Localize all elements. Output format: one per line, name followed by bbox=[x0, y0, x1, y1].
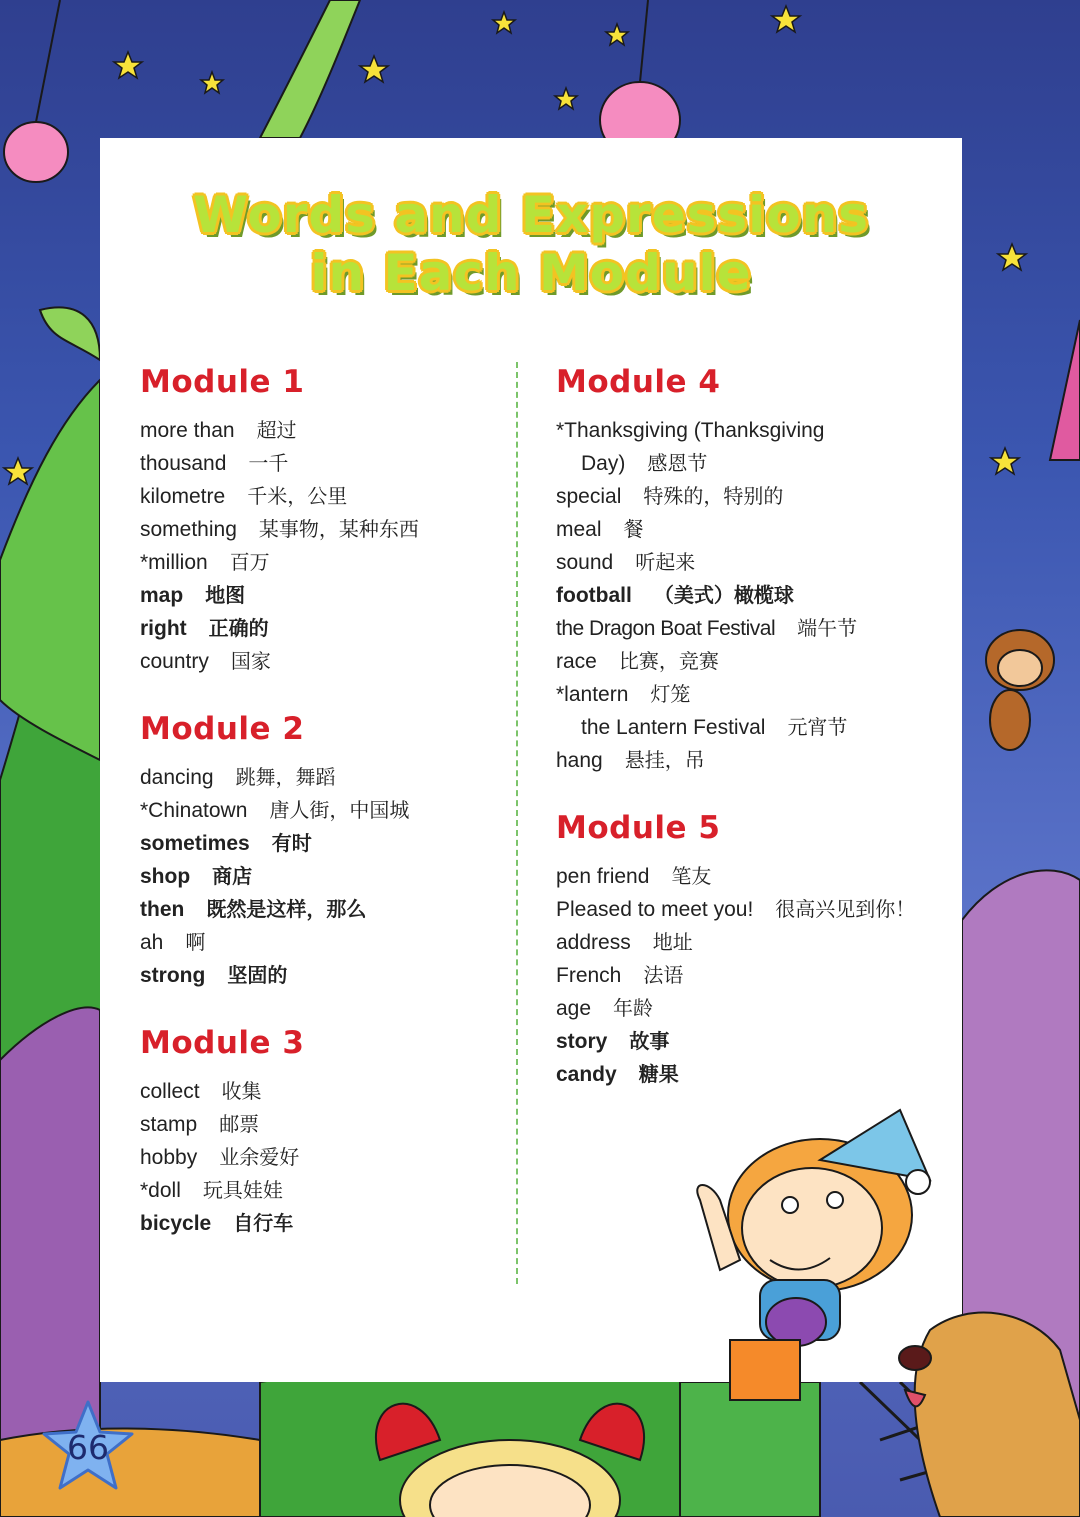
title-line-1: Words and Expressions bbox=[192, 186, 869, 244]
entry-meaning: 法语 bbox=[643, 963, 684, 987]
vocab-entry bbox=[556, 1058, 956, 1091]
vocab-entry bbox=[140, 761, 510, 794]
entry-meaning: 玩具娃娃 bbox=[202, 1178, 283, 1202]
vocab-entry bbox=[556, 1025, 956, 1058]
module-block bbox=[140, 1023, 510, 1240]
entry-word: race bbox=[556, 650, 597, 673]
vocab-entry bbox=[140, 513, 510, 546]
vocab-entry bbox=[140, 827, 510, 860]
entry-word: *Chinatown bbox=[140, 799, 248, 822]
module-block bbox=[140, 709, 510, 992]
column-divider bbox=[516, 362, 518, 1284]
entry-meaning: 啊 bbox=[185, 930, 206, 954]
entry-word: football bbox=[556, 584, 632, 607]
entry-word: shop bbox=[140, 865, 191, 888]
vocab-entry bbox=[556, 480, 956, 513]
entry-word: dancing bbox=[140, 766, 214, 789]
entry-word: more than bbox=[140, 419, 235, 442]
entry-word: hobby bbox=[140, 1146, 198, 1169]
module-title: Module 4 bbox=[556, 364, 721, 400]
entry-meaning: 坚固的 bbox=[227, 963, 288, 987]
vocab-entry bbox=[140, 794, 510, 827]
entry-meaning: 一千 bbox=[248, 451, 289, 475]
entry-meaning: 唐人街，中国城 bbox=[269, 798, 410, 822]
entry-word: the Lantern Festival bbox=[581, 716, 766, 739]
module-block bbox=[556, 808, 956, 1091]
entry-meaning: 既然是这样，那么 bbox=[206, 897, 367, 921]
vocab-entry bbox=[140, 926, 510, 959]
dog-illustration bbox=[899, 1313, 1080, 1517]
entry-meaning: 百万 bbox=[229, 550, 270, 574]
vocab-entry bbox=[556, 513, 956, 546]
entry-meaning: 自行车 bbox=[233, 1211, 294, 1235]
title-line-2: in Each Module bbox=[310, 244, 752, 302]
child-illustration bbox=[376, 1404, 644, 1517]
entry-meaning: 地图 bbox=[205, 583, 246, 607]
entry-word: map bbox=[140, 584, 184, 607]
module-block bbox=[556, 362, 956, 777]
module-title: Module 1 bbox=[140, 364, 305, 400]
entry-meaning: 业余爱好 bbox=[219, 1145, 300, 1169]
vocab-entry bbox=[556, 612, 956, 645]
vocab-entry bbox=[140, 1207, 510, 1240]
entry-word: hang bbox=[556, 749, 603, 772]
entry-word: thousand bbox=[140, 452, 227, 475]
entry-meaning: 邮票 bbox=[219, 1112, 260, 1136]
entry-meaning: 故事 bbox=[629, 1029, 670, 1053]
entry-word: *lantern bbox=[556, 683, 629, 706]
vocab-entry bbox=[140, 1141, 510, 1174]
vocab-entry bbox=[556, 860, 956, 893]
entry-meaning: 跳舞，舞蹈 bbox=[235, 765, 336, 789]
vocab-entry bbox=[140, 1108, 510, 1141]
module-title: Module 5 bbox=[556, 810, 721, 846]
vocab-entry bbox=[556, 992, 956, 1025]
vocab-entry bbox=[556, 678, 956, 711]
entry-meaning: 超过 bbox=[256, 418, 297, 442]
vocab-entry bbox=[140, 612, 510, 645]
entry-word: *Thanksgiving (Thanksgiving bbox=[556, 419, 825, 442]
vocab-entry bbox=[140, 893, 510, 926]
entry-word: the Dragon Boat Festival bbox=[556, 617, 776, 640]
entry-word: address bbox=[556, 931, 631, 954]
vocab-entry bbox=[556, 546, 956, 579]
entry-word: then bbox=[140, 898, 185, 921]
left-column bbox=[140, 362, 510, 1271]
entry-meaning: 笔友 bbox=[671, 864, 712, 888]
vocab-entry bbox=[556, 711, 956, 744]
girl-illustration bbox=[697, 1110, 930, 1400]
entry-word: French bbox=[556, 964, 622, 987]
entry-word: Day) bbox=[581, 452, 626, 475]
entry-meaning: 某事物，某种东西 bbox=[258, 517, 419, 541]
module-block bbox=[140, 362, 510, 678]
entry-meaning: 商店 bbox=[212, 864, 253, 888]
vocab-entry bbox=[140, 860, 510, 893]
vocab-entry bbox=[140, 1174, 510, 1207]
entry-word: something bbox=[140, 518, 237, 541]
vocab-entry bbox=[556, 414, 956, 447]
entry-word: stamp bbox=[140, 1113, 198, 1136]
entry-meaning: 地址 bbox=[652, 930, 693, 954]
entry-word: ah bbox=[140, 931, 164, 954]
page-number-badge bbox=[40, 1398, 136, 1494]
module-title: Module 2 bbox=[140, 711, 305, 747]
entry-word: bicycle bbox=[140, 1212, 212, 1235]
entry-word: right bbox=[140, 617, 187, 640]
vocab-entry bbox=[556, 744, 956, 777]
entry-word: candy bbox=[556, 1063, 617, 1086]
entry-meaning: 悬挂，吊 bbox=[624, 748, 705, 772]
entry-word: pen friend bbox=[556, 865, 650, 888]
entry-meaning: 千米，公里 bbox=[247, 484, 348, 508]
monkey-illustration bbox=[986, 630, 1054, 750]
entry-meaning: 正确的 bbox=[208, 616, 269, 640]
page-title bbox=[100, 186, 962, 302]
vocab-entry bbox=[556, 579, 956, 612]
entry-meaning: 糖果 bbox=[638, 1062, 679, 1086]
entry-word: *million bbox=[140, 551, 208, 574]
entry-word: country bbox=[140, 650, 209, 673]
entry-word: sometimes bbox=[140, 832, 250, 855]
entry-word: special bbox=[556, 485, 622, 508]
page-number: 66 bbox=[67, 1428, 109, 1467]
right-column bbox=[556, 362, 956, 1122]
module-title: Module 3 bbox=[140, 1025, 305, 1061]
vocab-entry bbox=[140, 447, 510, 480]
entry-meaning: 国家 bbox=[230, 649, 271, 673]
vocab-entry bbox=[140, 579, 510, 612]
entry-word: meal bbox=[556, 518, 602, 541]
entry-word: kilometre bbox=[140, 485, 226, 508]
entry-meaning: 灯笼 bbox=[650, 682, 691, 706]
entry-meaning: 收集 bbox=[221, 1079, 262, 1103]
entry-meaning: 年龄 bbox=[613, 996, 654, 1020]
entry-meaning: 听起来 bbox=[635, 550, 696, 574]
vocab-entry bbox=[140, 959, 510, 992]
entry-meaning: 餐 bbox=[623, 517, 644, 541]
entry-meaning: 很高兴见到你！ bbox=[775, 897, 916, 921]
vocab-entry bbox=[556, 926, 956, 959]
vocab-entry bbox=[140, 645, 510, 678]
entry-word: *doll bbox=[140, 1179, 181, 1202]
vocab-entry bbox=[140, 480, 510, 513]
entry-word: collect bbox=[140, 1080, 200, 1103]
entry-word: strong bbox=[140, 964, 206, 987]
entry-meaning: （美式）橄榄球 bbox=[653, 583, 794, 607]
vocab-entry bbox=[556, 893, 956, 926]
entry-word: age bbox=[556, 997, 592, 1020]
vocab-entry bbox=[556, 645, 956, 678]
vocab-entry bbox=[556, 959, 956, 992]
entry-meaning: 感恩节 bbox=[647, 451, 708, 475]
vocab-entry bbox=[140, 546, 510, 579]
entry-word: story bbox=[556, 1030, 608, 1053]
entry-meaning: 有时 bbox=[271, 831, 312, 855]
entry-meaning: 端午节 bbox=[797, 616, 858, 640]
vocab-entry bbox=[556, 447, 956, 480]
vocab-entry bbox=[140, 414, 510, 447]
vocab-entry bbox=[140, 1075, 510, 1108]
entry-word: Pleased to meet you! bbox=[556, 898, 754, 921]
entry-meaning: 元宵节 bbox=[787, 715, 848, 739]
entry-word: sound bbox=[556, 551, 614, 574]
entry-meaning: 特殊的，特别的 bbox=[643, 484, 784, 508]
entry-meaning: 比赛，竞赛 bbox=[618, 649, 719, 673]
